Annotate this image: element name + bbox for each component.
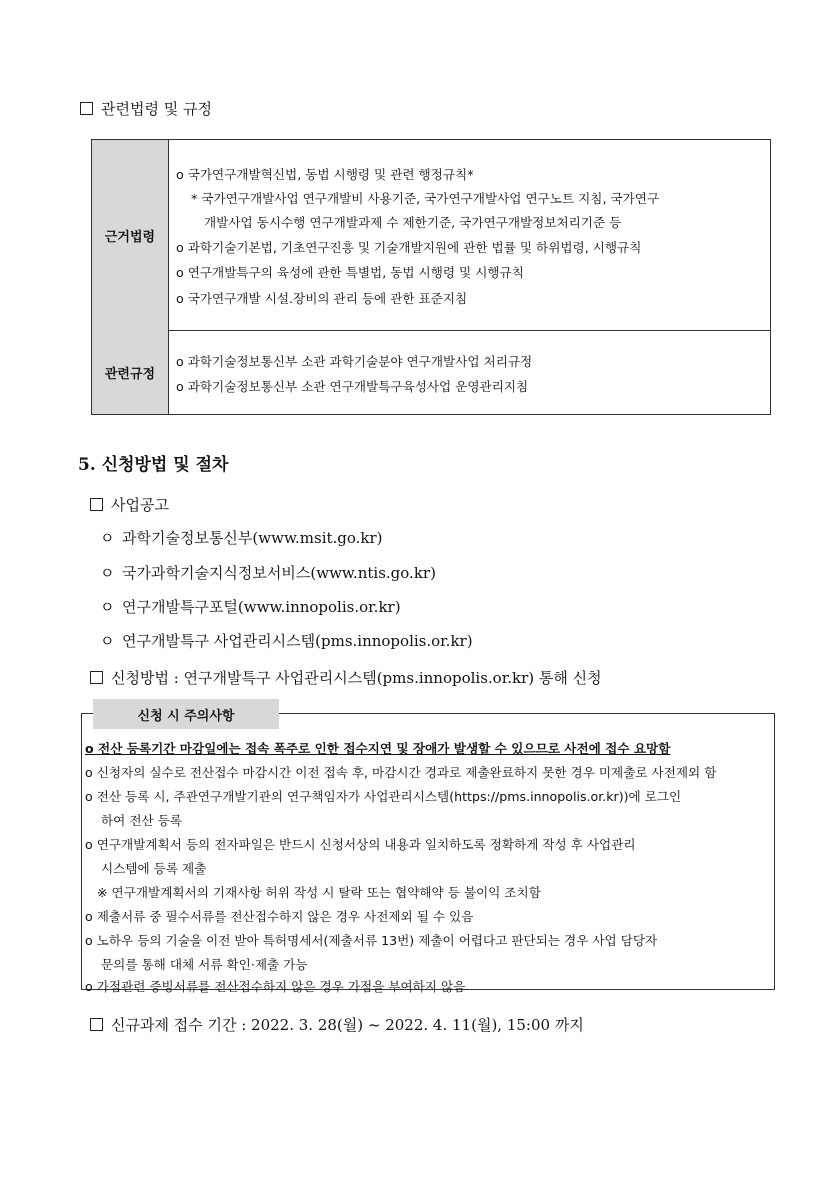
notice-box xyxy=(81,713,775,994)
notice-item: o 연구개발계획서 등의 전자파일은 반드시 신청서상의 내용과 일치하도록 정확하게 작성 후 사업관리 xyxy=(85,837,636,852)
circle-bullet-icon: ㅇ xyxy=(100,529,115,547)
notice-item-cont: 시스템에 등록 제출 xyxy=(101,861,207,876)
notice-item: o 제출서류 중 필수서류를 전산접수하지 않은 경우 사전제외 될 수 있음 xyxy=(85,909,474,924)
notice-item: o 전산 등록 시, 주관연구개발기관의 연구책임자가 사업관리시스템(https://pms.innopolis.or.kr))에 로그인 xyxy=(85,789,682,804)
checkbox-square-icon xyxy=(90,1018,103,1031)
footnote-item: * 국가연구개발사업 연구개발비 사용기준, 국가연구개발사업 연구노트 지침, 국가연구 xyxy=(191,191,660,206)
row-label: 관련규정 xyxy=(92,330,169,414)
circle-bullet-icon: ㅇ xyxy=(100,598,115,616)
list-item: o 과학기술기본법, 기초연구진흥 및 기술개발지원에 관한 법률 및 하위법령, 시행규칙 xyxy=(176,240,642,255)
notice-item: o 신청자의 실수로 전산접수 마감시간 이전 접속 후, 마감시간 경과로 제출완료하지 못한 경우 미제출로 사전제외 함 xyxy=(85,765,717,780)
checkbox-square-icon xyxy=(90,498,103,511)
footnote-item-cont: 개발사업 동시수행 연구개발과제 수 제한기준, 국가연구개발정보처리기준 등 xyxy=(204,215,622,230)
list-item: ㅇ 연구개발특구포털(www.innopolis.or.kr) xyxy=(100,598,401,616)
checkbox-square-icon xyxy=(80,102,93,115)
list-item: o 과학기술정보통신부 소관 과학기술분야 연구개발사업 처리규정 xyxy=(176,354,533,369)
notice-remark: ※ 연구개발계획서의 기재사항 허위 작성 시 탈락 또는 협약해약 등 불이익 조치함 xyxy=(97,885,541,900)
deadline: 신규과제 접수 기간 : 2022. 3. 28(월) ~ 2022. 4. 11(월), 15:00 까지 xyxy=(90,1014,584,1035)
list-item: ㅇ 국가과학기술지식정보서비스(www.ntis.go.kr) xyxy=(100,564,436,582)
list-item: o 국가연구개발 시설.장비의 관리 등에 관한 표준지침 xyxy=(176,291,468,306)
notice-tab-label: 신청 시 주의사항 xyxy=(93,699,279,729)
notice-item: o 가점관련 증빙서류를 전산접수하지 않은 경우 가점을 부여하지 않음 xyxy=(85,979,466,994)
list-item: ㅇ 연구개발특구 사업관리시스템(pms.innopolis.or.kr) xyxy=(100,632,473,650)
circle-bullet-icon: ㅇ xyxy=(100,632,115,650)
row-content xyxy=(176,330,766,414)
list-item: o 연구개발특구의 육성에 관한 특별법, 동법 시행령 및 시행규칙 xyxy=(176,265,524,280)
notice-item-cont: 하여 전산 등록 xyxy=(101,813,182,828)
notice-item: o 노하우 등의 기술을 이전 받아 특허명세서(제출서류 13번) 제출이 어렵다고 판단되는 경우 사업 담당자 xyxy=(85,933,658,948)
application-method: 신청방법 : 연구개발특구 사업관리시스템(pms.innopolis.or.kr) 통해 신청 xyxy=(90,667,602,688)
row-content xyxy=(176,140,766,330)
list-item: o 국가연구개발혁신법, 동법 시행령 및 관련 행정규칙* xyxy=(176,167,474,182)
circle-bullet-icon: ㅇ xyxy=(100,564,115,582)
list-item: o 과학기술정보통신부 소관 연구개발특구육성사업 운영관리지침 xyxy=(176,379,529,394)
table-row-related-rules xyxy=(92,330,770,414)
checkbox-square-icon xyxy=(90,671,103,684)
notice-item-cont: 문의를 통해 대체 서류 확인·제출 가능 xyxy=(101,957,308,972)
section-title: 5. 신청방법 및 절차 xyxy=(78,455,229,475)
notice-item-important: o 전산 등록기간 마감일에는 접속 폭주로 인한 접수지연 및 장애가 발생할 수 있으므로 사전에 접수 요망함 xyxy=(85,741,671,756)
laws-table xyxy=(91,139,771,415)
announcement-heading: 사업공고 xyxy=(90,494,169,515)
laws-heading: 관련법령 및 규정 xyxy=(80,98,212,119)
row-label: 근거법령 xyxy=(92,140,169,330)
list-item: ㅇ 과학기술정보통신부(www.msit.go.kr) xyxy=(100,529,383,547)
table-row-basis-laws xyxy=(92,140,770,331)
